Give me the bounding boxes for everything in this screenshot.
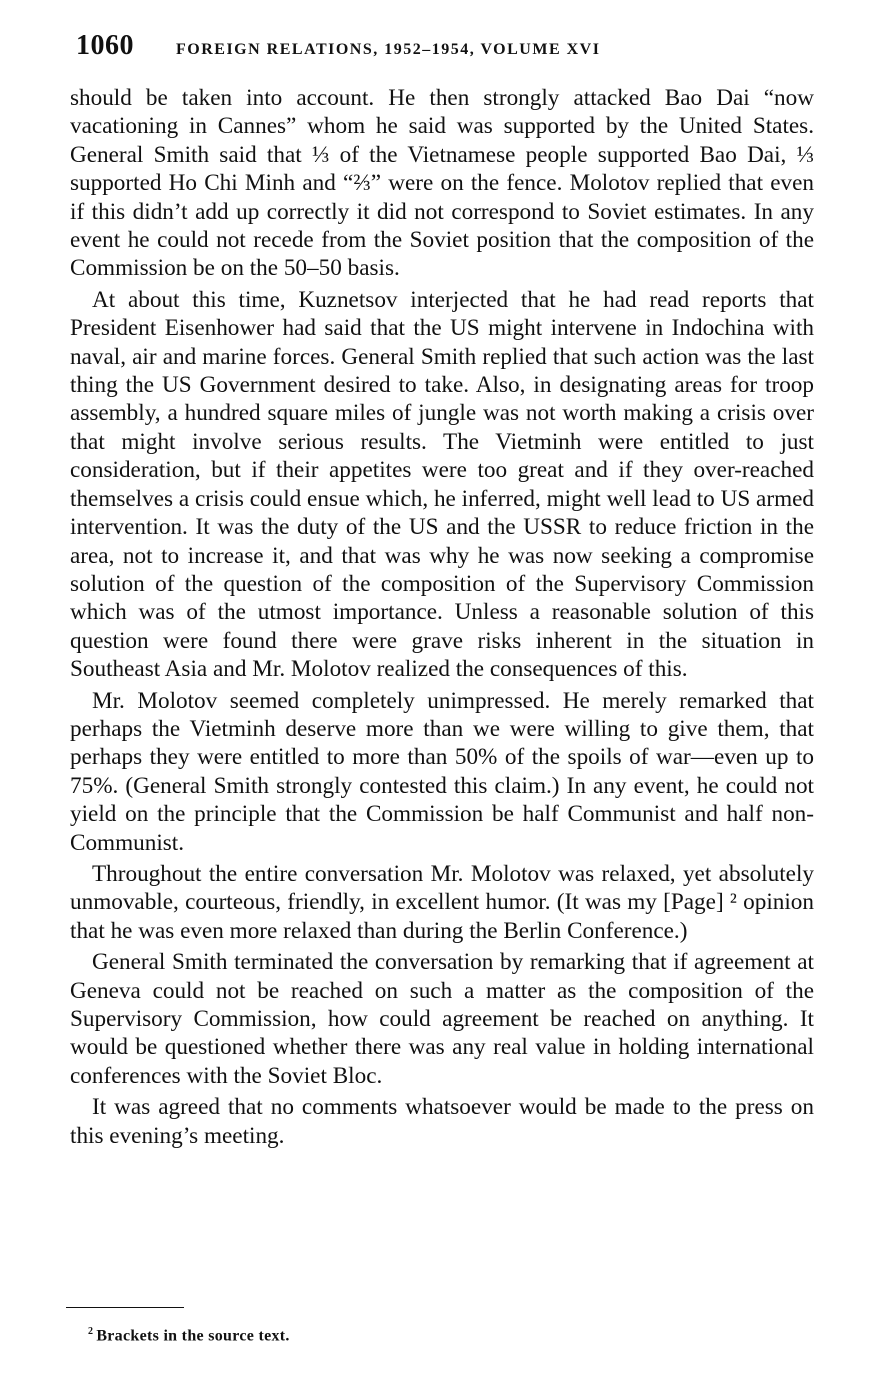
paragraph: General Smith terminated the conversation by remarking that if agreement at Geneva could not be reached on such a matter as the composition of the Supervisory Commission, how could agreement be reached on anything. It would be questioned whether there was any real value in holding international conferences with the Soviet Bloc. [70, 949, 814, 1089]
footnote-divider [66, 1307, 184, 1308]
page-number: 1060 [76, 30, 134, 61]
paragraph: At about this time, Kuznetsov interjected that he had read reports that President Eisenhower had said that the US might intervene in Indochina with naval, air and marine forces. General Smith replied that such action was the last thing the US Government desired to take. Also, in designating areas for troop assembly, a hundred square miles of jungle was not worth making a crisis over that might involve serious results. The Vietminh were entitled to just consideration, but if their appetites were too great and if they over-reached themselves a crisis could ensue which, he inferred, might well lead to US armed intervention. It was the duty of the US and the USSR to reduce friction in the area, not to increase it, and that was why he was now seeking a compromise solution of the question of the composition of the Supervisory Commission which was of the utmost importance. Unless a reasonable solution of this question were found there were grave risks inherent in the situation in Southeast Asia and Mr. Molotov realized the consequences of this. [70, 286, 814, 683]
paragraph: Throughout the entire conversation Mr. Molotov was relaxed, yet absolutely unmovable, courteous, friendly, in excellent humor. (It was my [Page] ² opinion that he was even more relaxed than during the Berlin Conference.) [70, 860, 814, 944]
footnote [88, 1326, 290, 1345]
paragraph: It was agreed that no comments whatsoever would be made to the press on this evening’s meeting. [70, 1094, 814, 1149]
footnote-marker: 2 [88, 1326, 94, 1337]
paragraph-continuation: should be taken into account. He then strongly attacked Bao Dai “now vacationing in Cannes” whom he said was supported by the United States. General Smith said that ⅓ of the Vietnamese people supported Bao Dai, ⅓ supported Ho Chi Minh and “⅔” were on the fence. Molotov replied that even if this didn’t add up correctly it did not correspond to Soviet estimates. In any event he could not recede from the Soviet position that the composition of the Commission be on the 50–50 basis. [70, 85, 814, 282]
body-text [70, 84, 814, 1153]
running-head: FOREIGN RELATIONS, 1952–1954, VOLUME XVI [176, 41, 601, 58]
page-header [76, 30, 816, 70]
footnote-text: Brackets in the source text. [96, 1327, 290, 1345]
paragraph: Mr. Molotov seemed completely unimpressed. He merely remarked that perhaps the Vietminh deserve more than we were willing to give them, that perhaps they were entitled to more than 50% of the spoils of war—even up to 75%. (General Smith strongly contested this claim.) In any event, he could not yield on the principle that the Commission be half Communist and half non-Communist. [70, 687, 814, 856]
